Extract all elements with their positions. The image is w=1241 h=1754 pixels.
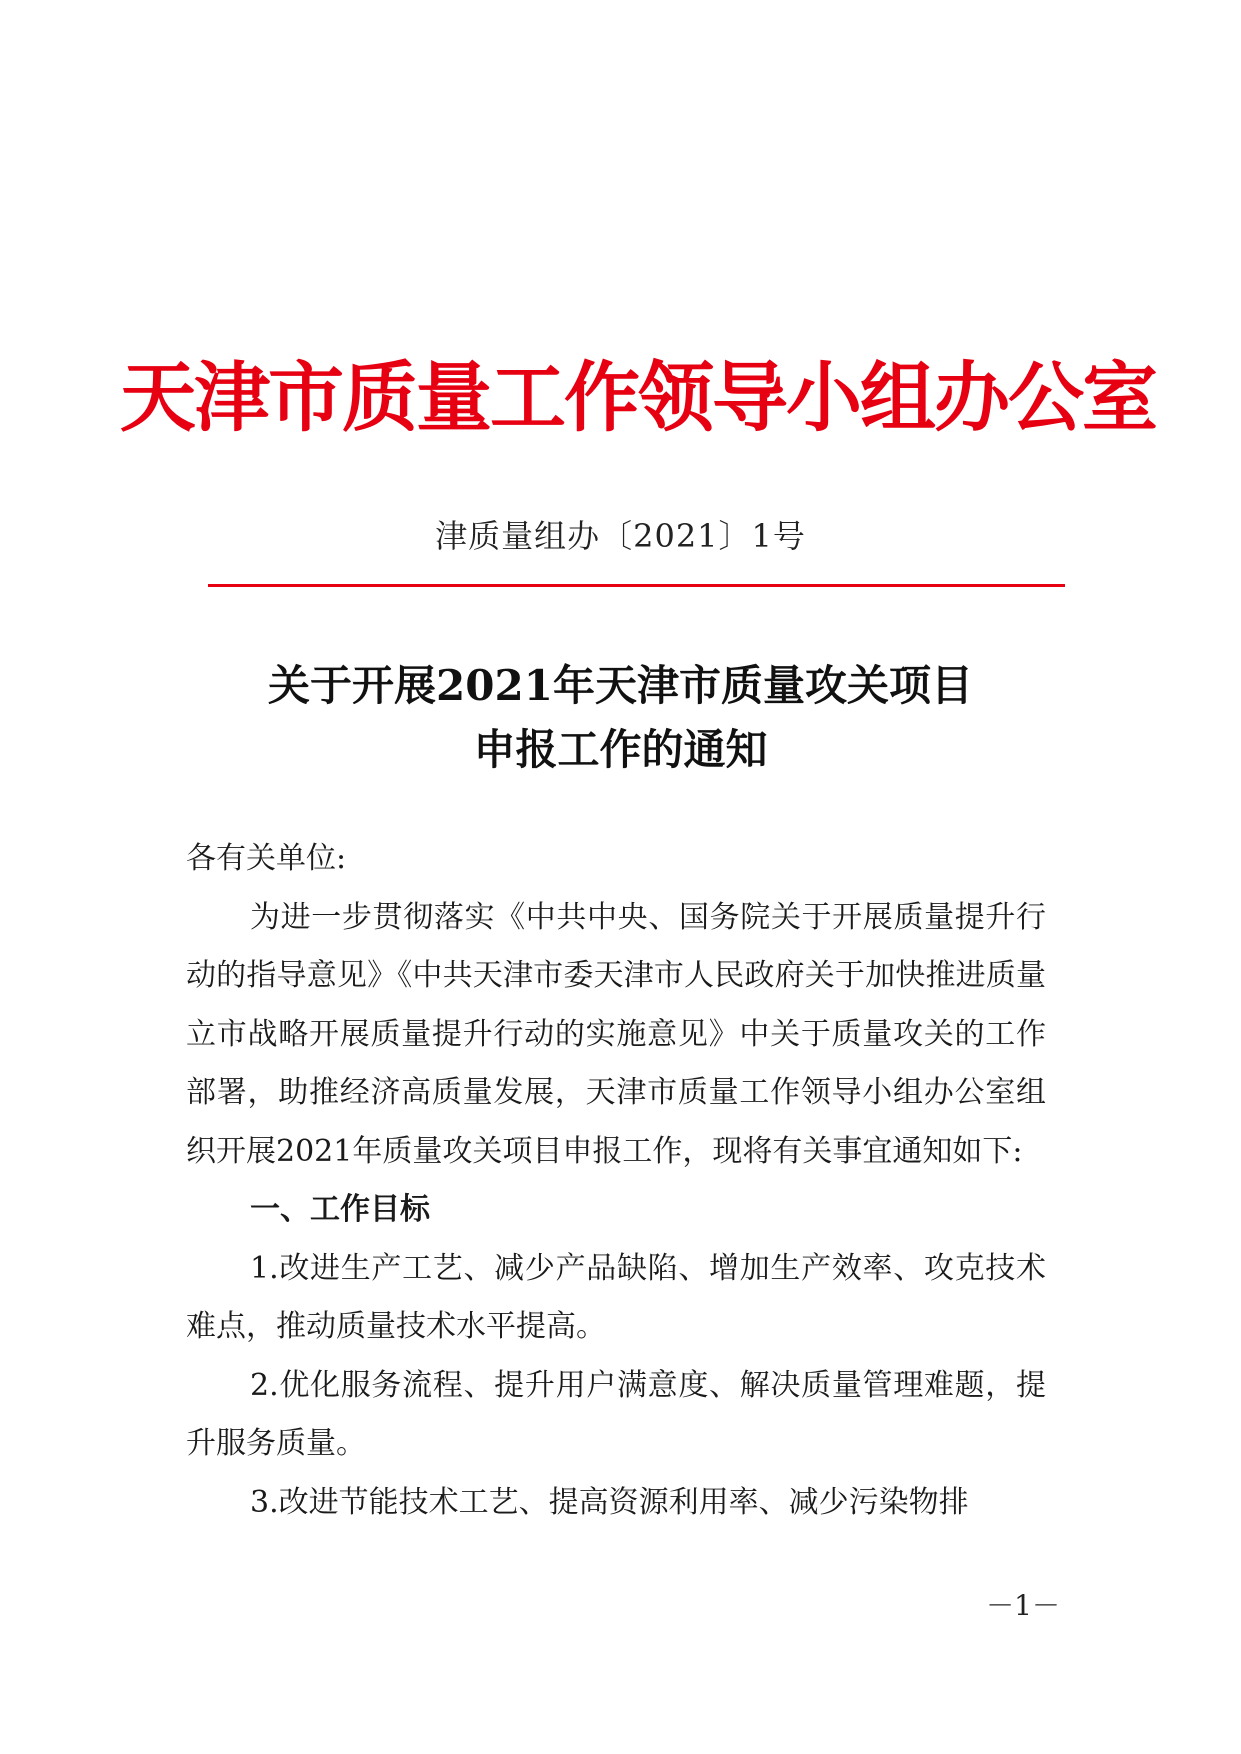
goal-item-1: 1.改进生产工艺、减少产品缺陷、增加生产效率、攻克技术难点，推动质量技术水平提高。 — [186, 1250, 1046, 1344]
notice-title-line-2: 申报工作的通知 — [473, 725, 768, 774]
goal-item-2: 2.优化服务流程、提升用户满意度、解决质量管理难题，提升服务质量。 — [186, 1367, 1046, 1461]
section-heading-work-goals: 一、工作目标 — [250, 1192, 430, 1227]
page-number: －1－ — [986, 1589, 1060, 1622]
document-number: 津质量组办〔2021〕1号 — [435, 517, 806, 555]
salutation: 各有关单位: — [186, 841, 347, 876]
intro-paragraph: 为进一步贯彻落实《中共中央、国务院关于开展质量提升行动的指导意见》《中共天津市委天津市人民政府关于加快推进质量立市战略开展质量提升行动的实施意见》中关于质量攻关的工作部署，助推经济高质量发展，天津市质量工作领导小组办公室组织开展2021年质量攻关项目申报工作，现将有关事宜通知如下: — [186, 899, 1046, 1169]
issuing-organization: 天津市质量工作领导小组办公室 — [120, 353, 1156, 442]
notice-title — [150, 654, 1091, 782]
document-body — [186, 830, 1046, 1532]
red-divider-line — [208, 584, 1065, 587]
notice-title-line-1: 关于开展2021年天津市质量攻关项目 — [268, 661, 973, 710]
goal-item-3: 3.改进节能技术工艺、提高资源利用率、减少污染物排 — [250, 1484, 969, 1520]
